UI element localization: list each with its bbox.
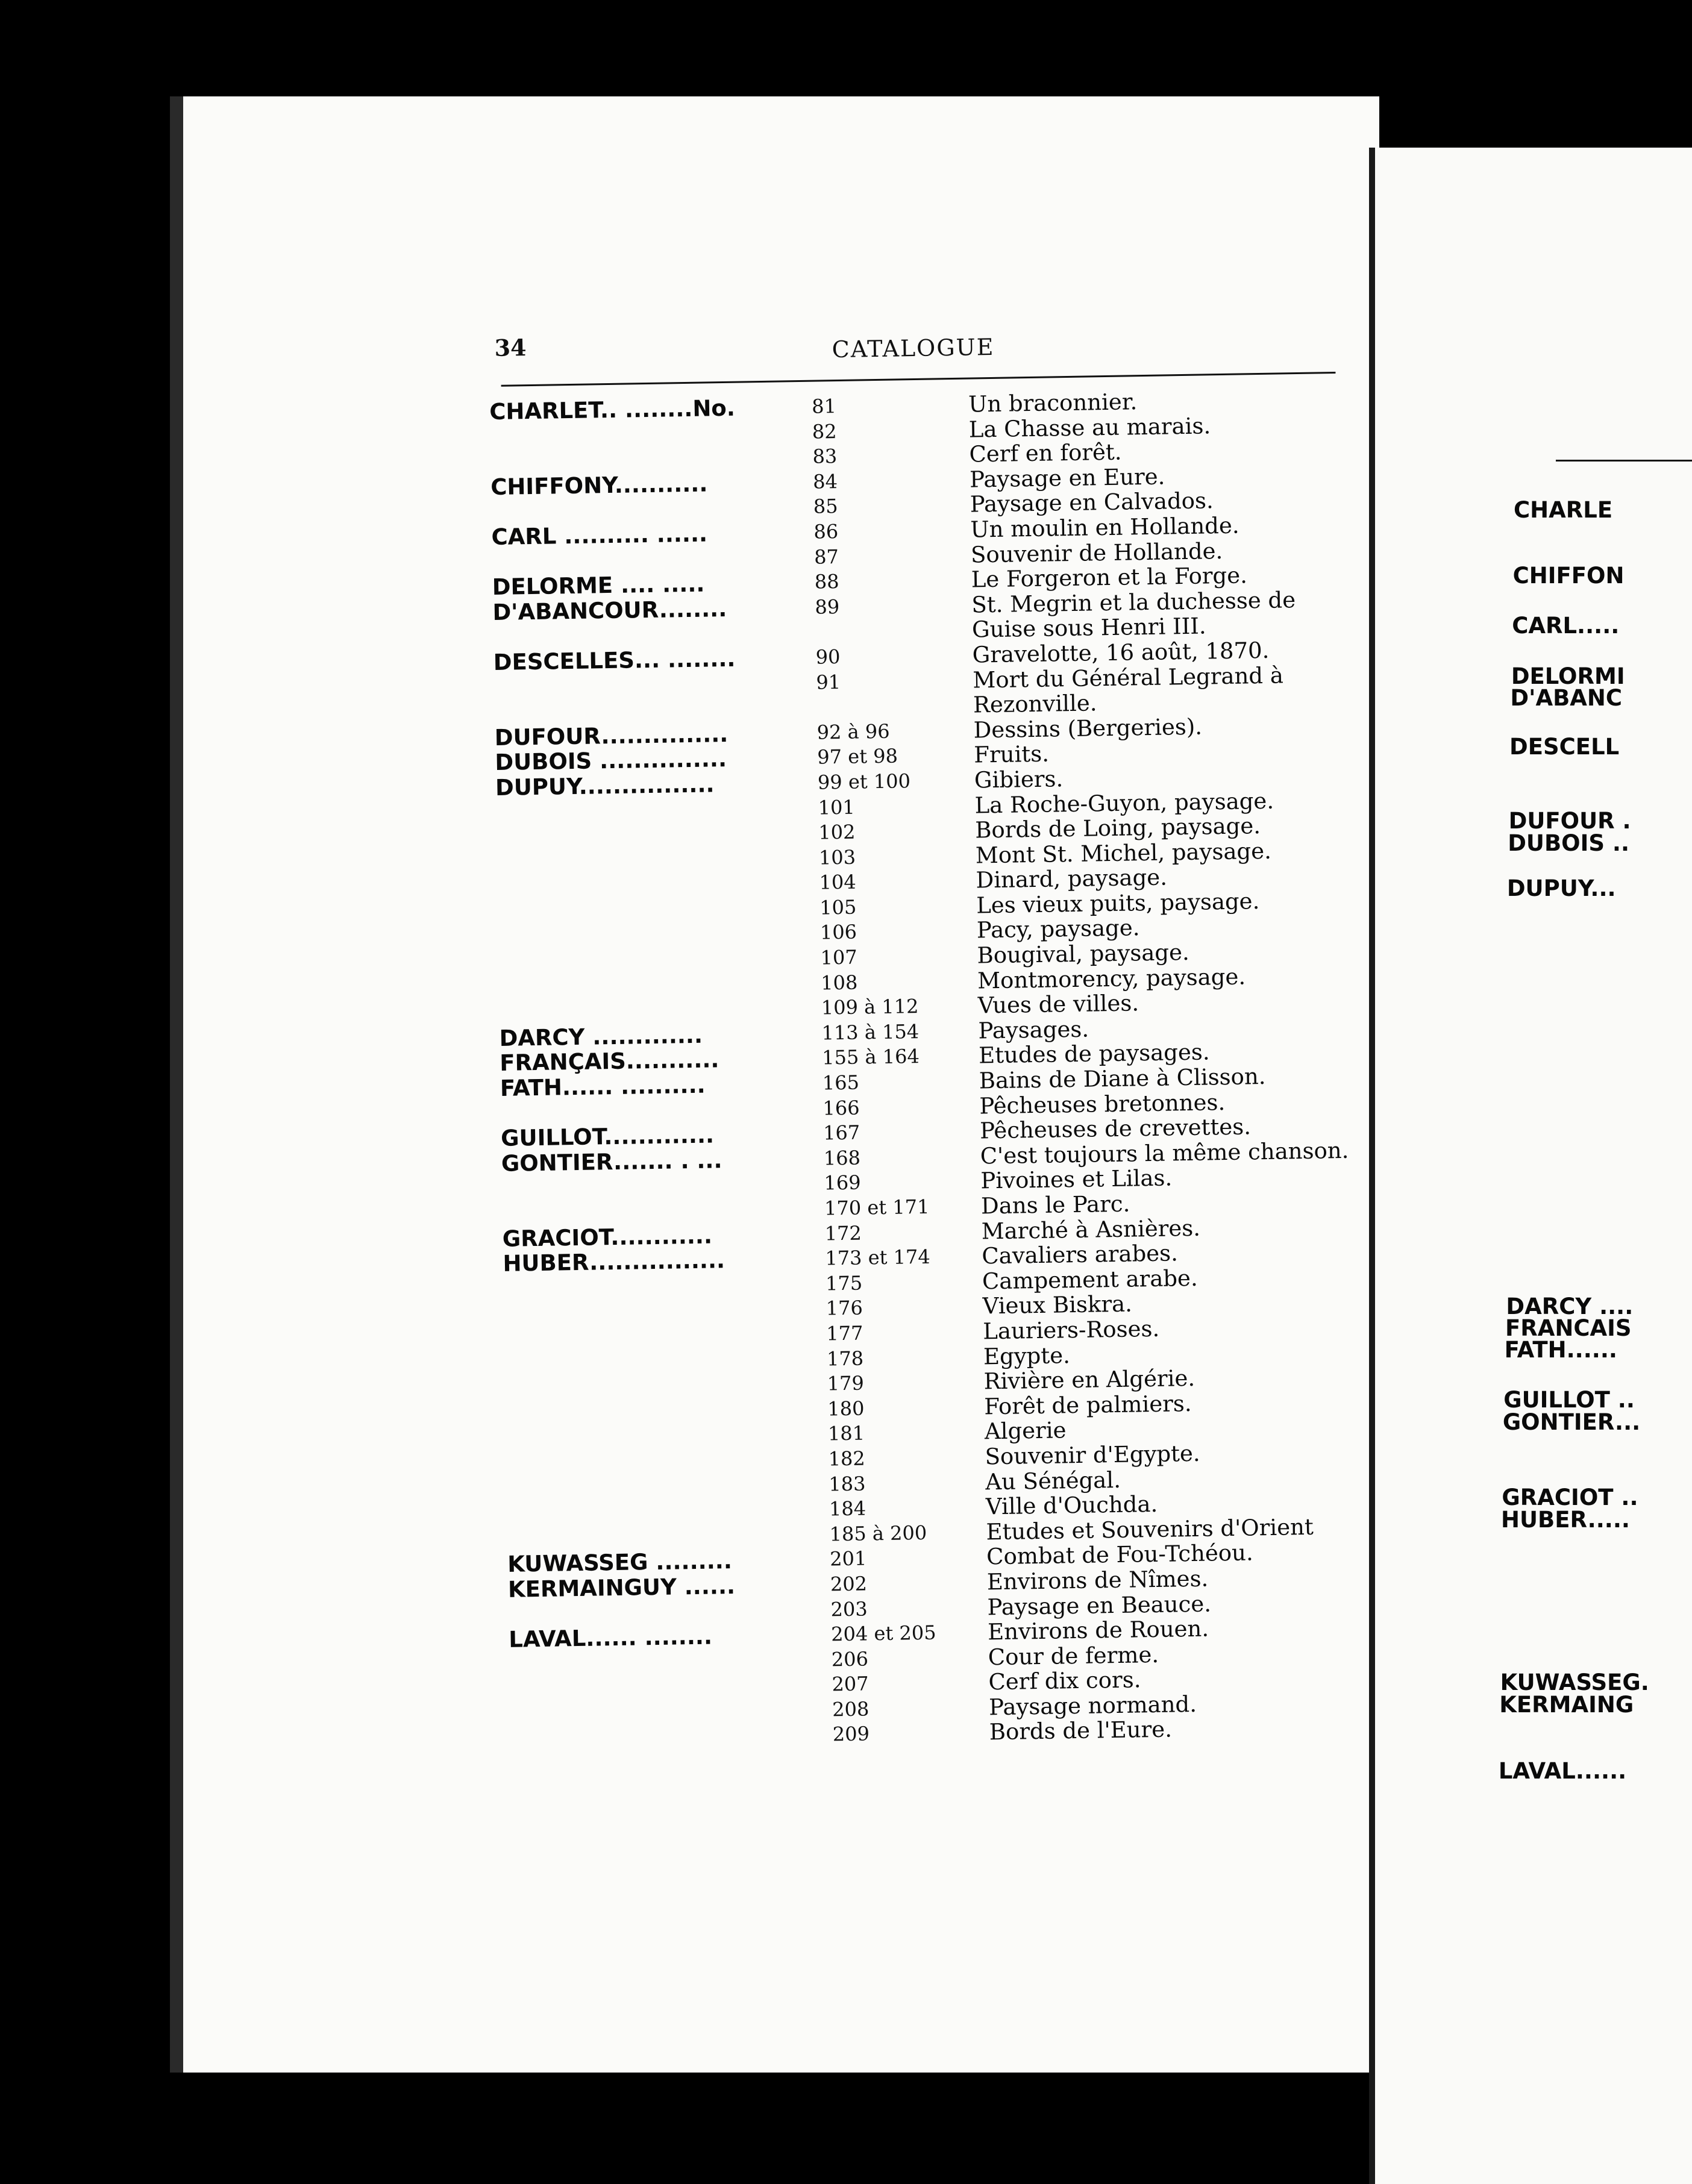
catalogue-number: 206 [831, 1647, 869, 1671]
right-artist-name: CARL..... [1512, 613, 1620, 639]
artwork-title: Paysage normand. [988, 1691, 1197, 1721]
right-artist-name: DUFOUR . [1508, 808, 1631, 834]
artist-name: DUFOUR............... [494, 721, 728, 751]
right-artist-name: DUBOIS .. [1508, 830, 1630, 856]
artwork-title: Marché à Asnières. [981, 1215, 1201, 1245]
artwork-title: Souvenir d'Egypte. [985, 1440, 1200, 1470]
catalogue-number: 185 à 200 [829, 1521, 927, 1546]
catalogue-number: 173 et 174 [825, 1245, 930, 1270]
artist-name: CHIFFONY........... [490, 471, 708, 500]
catalogue-number: 102 [818, 820, 856, 844]
catalogue-number: 179 [827, 1371, 865, 1395]
catalogue-number: 87 [813, 545, 839, 569]
catalogue-number: 169 [824, 1171, 861, 1195]
right-artist-name: GONTIER... [1502, 1409, 1641, 1435]
right-page [1369, 148, 1692, 2184]
catalogue-number: 108 [820, 971, 858, 995]
catalogue-number: 89 [815, 595, 840, 619]
artwork-title: Cerf dix cors. [988, 1666, 1141, 1695]
artwork-title: Dessins (Bergeries). [973, 713, 1203, 743]
artwork-title: Bords de l'Eure. [989, 1716, 1173, 1745]
artist-name: GUILLOT............. [500, 1122, 715, 1152]
catalogue-number: 99 et 100 [817, 769, 911, 794]
catalogue-number: 182 [828, 1447, 866, 1471]
artist-name: CHARLET.. ........No. [489, 395, 736, 425]
artwork-title: Egypte. [983, 1342, 1071, 1369]
catalogue-number: 172 [824, 1221, 862, 1245]
artwork-title: Cour de ferme. [988, 1641, 1159, 1671]
artwork-title: Gravelotte, 16 août, 1870. [972, 637, 1270, 668]
catalogue-number [816, 693, 967, 696]
catalogue-number: 209 [832, 1722, 870, 1746]
catalogue-number: 167 [822, 1121, 860, 1145]
running-title: CATALOGUE [832, 333, 995, 363]
artwork-title: Pacy, paysage. [976, 915, 1140, 943]
artwork-title: C'est toujours la même chanson. [980, 1137, 1349, 1169]
artwork-title: Paysage en Beauce. [987, 1591, 1212, 1620]
catalogue-number: 101 [818, 795, 856, 819]
catalogue-number: 109 à 112 [821, 995, 919, 1019]
right-artist-name: FATH...... [1504, 1336, 1617, 1363]
artwork-title: Fruits. [973, 740, 1050, 768]
catalogue-number: 155 à 164 [821, 1045, 920, 1069]
catalogue-number: 106 [819, 921, 857, 945]
catalogue-number: 208 [832, 1697, 870, 1721]
artwork-title: Au Sénégal. [985, 1466, 1121, 1495]
artwork-title: Ville d'Ouchda. [985, 1491, 1158, 1520]
artwork-title: Souvenir de Hollande. [970, 537, 1223, 568]
catalogue-number: 81 [811, 395, 837, 418]
artist-name: FRANÇAIS........... [499, 1047, 719, 1077]
artwork-title: Paysage en Calvados. [970, 487, 1214, 518]
artist-name: KUWASSEG ......... [507, 1548, 733, 1578]
catalogue-number: 165 [822, 1071, 860, 1095]
artist-name: DARCY ............. [499, 1022, 703, 1051]
right-artist-name: FRANCAIS [1505, 1315, 1632, 1341]
catalogue-number: 88 [814, 570, 839, 593]
catalogue-number: 207 [832, 1672, 869, 1696]
catalogue-number: 178 [826, 1347, 864, 1371]
right-artist-name: KERMAING [1499, 1691, 1634, 1718]
artist-name: DESCELLES... ........ [493, 645, 736, 675]
right-artist-name: DARCY .... [1506, 1293, 1634, 1319]
artwork-title: Bougival, paysage. [977, 939, 1190, 969]
right-artist-name: KUWASSEG. [1500, 1669, 1649, 1695]
artwork-title: Etudes et Souvenirs d'Orient [986, 1513, 1314, 1545]
artwork-title: Vieux Biskra. [982, 1291, 1133, 1319]
artwork-title: Dinard, paysage. [976, 864, 1168, 893]
artwork-title: Rivière en Algérie. [983, 1365, 1195, 1395]
artwork-title: St. Megrin et la duchesse de [971, 586, 1296, 618]
catalogue-number: 85 [813, 495, 838, 519]
catalogue-number: 84 [812, 469, 838, 493]
catalogue-number: 83 [812, 445, 838, 468]
catalogue-number: 201 [829, 1547, 867, 1571]
artwork-title: Dans le Parc. [980, 1191, 1130, 1219]
artwork-title: Rezonville. [973, 690, 1097, 718]
artwork-title: Vues de villes. [977, 990, 1139, 1019]
artwork-title: Etudes de paysages. [978, 1039, 1210, 1069]
catalogue-number: 175 [825, 1271, 863, 1295]
catalogue-number: 91 [816, 670, 841, 694]
artwork-title: Paysage en Eure. [969, 463, 1165, 493]
catalogue-number: 97 et 98 [817, 744, 898, 769]
page-number: 34 [494, 334, 527, 361]
right-artist-name: GRACIOT .. [1502, 1485, 1638, 1510]
artwork-title: Pêcheuses de crevettes. [979, 1113, 1252, 1144]
artwork-title: Pêcheuses bretonnes. [979, 1089, 1226, 1119]
artwork-title: Algerie [984, 1417, 1067, 1445]
artist-name: DUBOIS ............... [495, 746, 727, 776]
catalogue-number: 204 et 205 [830, 1621, 936, 1646]
right-artist-name: CHIFFON [1512, 562, 1625, 589]
catalogue-number: 184 [829, 1497, 866, 1521]
catalogue-number: 203 [830, 1597, 868, 1621]
artwork-title: Environs de Nîmes. [986, 1565, 1209, 1595]
catalogue-number: 104 [819, 870, 856, 894]
artwork-title: Pivoines et Lilas. [980, 1165, 1173, 1194]
catalogue-number: 113 à 154 [821, 1019, 920, 1045]
catalogue-number: 180 [827, 1397, 865, 1421]
artwork-title: Cerf en forêt. [969, 439, 1122, 468]
artwork-title: Un moulin en Hollande. [970, 512, 1239, 543]
artwork-title: Le Forgeron et la Forge. [971, 562, 1248, 593]
catalogue-list [489, 385, 1414, 1752]
artist-name: FATH...... .......... [500, 1072, 706, 1101]
catalogue-number: 177 [826, 1321, 863, 1345]
catalogue-number: 181 [827, 1421, 865, 1445]
artwork-title: La Roche-Guyon, paysage. [974, 787, 1274, 819]
artwork-title: Forêt de palmiers. [983, 1390, 1192, 1420]
artist-name: HUBER................ [503, 1247, 725, 1277]
artwork-title: Guise sous Henri III. [971, 613, 1206, 643]
catalogue-number: 176 [826, 1296, 863, 1320]
artwork-title: Paysages. [978, 1016, 1089, 1044]
catalogue-number: 166 [822, 1096, 860, 1120]
header-rule [501, 372, 1336, 387]
catalogue-number: 92 à 96 [816, 719, 890, 744]
right-artist-name: GUILLOT .. [1503, 1387, 1635, 1413]
right-artist-name: DESCELL [1509, 733, 1620, 760]
catalogue-number: 107 [820, 945, 857, 969]
right-artist-name: DELORMI [1511, 663, 1625, 689]
catalogue-number: 86 [813, 519, 839, 543]
artist-name: GRACIOT............ [502, 1222, 713, 1252]
catalogue-number: 183 [829, 1472, 866, 1495]
artwork-title: Cavaliers arabes. [982, 1240, 1179, 1269]
artwork-title: Mont St. Michel, paysage. [975, 837, 1272, 869]
catalogue-number: 105 [819, 895, 857, 919]
artwork-title: Lauriers-Roses. [983, 1315, 1160, 1345]
catalogue-number: 168 [823, 1146, 861, 1170]
catalogue-number: 202 [830, 1572, 868, 1596]
right-artist-name: HUBER..... [1501, 1506, 1630, 1533]
left-page [170, 96, 1379, 2073]
artist-name: LAVAL...... ........ [508, 1623, 713, 1653]
catalogue-number: 170 et 171 [824, 1195, 930, 1220]
artwork-title: Les vieux puits, paysage. [976, 887, 1260, 919]
artwork-title: Mort du Général Legrand à [973, 662, 1284, 693]
catalogue-number: 103 [818, 845, 856, 869]
catalogue-number [815, 618, 966, 621]
artwork-title: Combat de Fou-Tchéou. [986, 1539, 1253, 1570]
artwork-title: Montmorency, paysage. [977, 963, 1246, 994]
right-header-rule [1556, 460, 1692, 462]
artwork-title: Bains de Diane à Clisson. [979, 1063, 1266, 1094]
artwork-title: Environs de Rouen. [987, 1615, 1209, 1645]
artwork-title: Gibiers. [974, 766, 1064, 793]
artist-name: CARL .......... ...... [491, 521, 708, 551]
right-artist-name: LAVAL...... [1498, 1758, 1627, 1784]
right-artist-name: CHARLE [1514, 497, 1613, 523]
artwork-title: La Chasse au marais. [968, 412, 1211, 443]
catalogue-number: 82 [812, 419, 837, 443]
right-artist-name: DUPUY... [1506, 875, 1616, 901]
artist-name: DELORME .... ..... [492, 571, 705, 601]
catalogue-number: 90 [815, 645, 841, 669]
right-artist-name: D'ABANC [1510, 685, 1623, 711]
artist-name: GONTIER....... . ... [501, 1147, 722, 1177]
artwork-title: Bords de Loing, paysage. [974, 813, 1261, 843]
artist-name: KERMAINGUY ...... [507, 1572, 736, 1603]
artwork-title: Campement arabe. [982, 1265, 1198, 1295]
artwork-title: Un braconnier. [968, 389, 1138, 418]
artist-name: D'ABANCOUR........ [492, 595, 727, 625]
artist-name: DUPUY................ [495, 771, 715, 801]
